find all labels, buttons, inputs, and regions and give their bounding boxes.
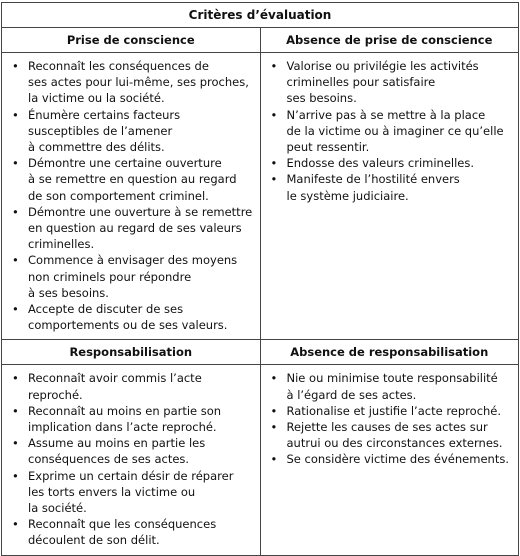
bullet-icon: • [12,371,19,386]
bullet-icon: • [270,59,278,73]
list-item [8,58,254,107]
list-item-text: Commence à envisager des moyens non criminels pour répondre à ses besoins. [28,253,238,300]
list-item [8,435,254,467]
heading-responsabilisation: Responsabilisation [2,340,261,365]
bullet-icon: • [12,107,19,122]
list-item-text: Démontre une ouverture à se remettre en question au regard de ses valeurs criminelles. [28,204,253,252]
section-content-row [2,365,519,555]
list-item-text: N’arrive pas à se mettre à la place de la victime ou à imaginer ce qu’elle peut ressentir. [286,107,504,155]
list-item [8,204,254,253]
bullet-icon: • [12,156,19,171]
list-item [267,58,513,107]
list-item [8,301,254,333]
list-item [267,403,513,419]
list-item [267,451,513,467]
list-item-text: Manifeste de l’hostilité envers le système judiciaire. [286,172,460,203]
bullet-icon: • [270,452,278,467]
bullet-list [267,58,513,204]
bullet-icon: • [12,468,19,483]
bullet-icon: • [270,156,278,171]
bullet-icon: • [270,107,278,122]
bullet-icon: • [12,403,19,418]
bullet-icon: • [12,436,19,451]
list-item-text: Rationalise et justifie l’acte reproché. [286,403,502,418]
title-row [2,3,519,28]
list-item [8,370,254,402]
list-item [267,419,513,451]
bullet-icon: • [270,371,278,386]
criteria-cell-absence-responsabilisation [260,365,519,555]
list-item [267,370,513,402]
bullet-icon: • [270,403,278,418]
heading-prise-de-conscience: Prise de conscience [2,28,261,53]
criteria-cell-responsabilisation [2,365,261,555]
bullet-icon: • [12,59,19,73]
bullet-icon: • [12,302,19,317]
list-item-text: Reconnaît les conséquences de ses actes pour lui-même, ses proches, la victime ou la société. [28,59,249,106]
criteria-table [1,2,519,556]
list-item [267,107,513,156]
list-item [8,107,254,156]
list-item-text: Exprime un certain désir de réparer les torts envers la victime ou la société. [28,468,234,516]
bullet-icon: • [12,517,19,532]
list-item [267,171,513,203]
bullet-icon: • [270,172,278,187]
section-heading-row [2,28,519,53]
list-item [8,252,254,301]
list-item-text: Reconnaît que les conséquences découlent de son délit. [28,517,217,548]
list-item [8,155,254,204]
criteria-cell-prise-de-conscience [2,53,261,340]
list-item-text: Reconnaît au moins en partie son implication dans l’acte reproché. [28,403,222,435]
section-content-row [2,53,519,340]
bullet-icon: • [270,420,278,435]
bullet-icon: • [12,253,19,268]
heading-absence-responsabilisation: Absence de responsabilisation [260,340,519,365]
list-item-text: Rejette les causes de ses actes sur autrui ou des circonstances externes. [286,420,503,451]
list-item-text: Démontre une certaine ouverture à se remettre en question au regard de son comportement criminel. [28,156,237,203]
list-item-text: Valorise ou privilégie les activités criminelles pour satisfaire ses besoins. [286,59,479,106]
bullet-icon: • [12,204,19,219]
table-title: Critères d’évaluation [2,3,519,28]
list-item [8,516,254,548]
list-item-text: Endosse des valeurs criminelles. [286,156,475,171]
bullet-list [8,58,254,333]
section-heading-row [2,340,519,365]
criteria-cell-absence-prise-de-conscience [260,53,519,340]
list-item-text: Assume au moins en partie les conséquences de ses actes. [28,436,206,467]
heading-absence-prise-de-conscience: Absence de prise de conscience [260,28,519,53]
list-item-text: Accepte de discuter de ses comportements ou de ses valeurs. [28,302,228,333]
bullet-list [267,370,513,467]
list-item-text: Se considère victime des événements. [286,452,509,467]
list-item-text: Reconnaît avoir commis l’acte reproché. [28,371,202,402]
list-item [8,468,254,517]
list-item-text: Nie ou minimise toute responsabilité à l’égard de ses actes. [286,371,498,402]
list-item [267,155,513,171]
bullet-list [8,370,254,548]
list-item-text: Énumère certains facteurs susceptibles de l’amener à commettre des délits. [28,107,181,155]
list-item [8,403,254,435]
